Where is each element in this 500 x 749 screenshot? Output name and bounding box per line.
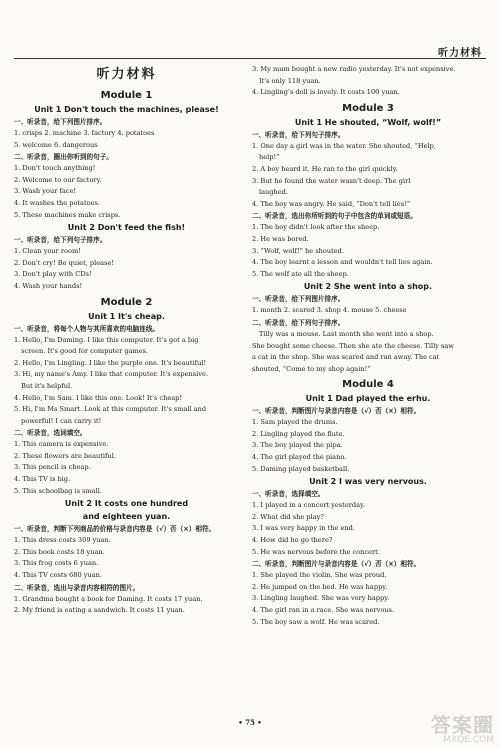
text-line: 4. Wash your hands!	[14, 281, 83, 290]
module-heading: Module 2	[100, 296, 153, 308]
text-line: 4. Lingling's doll is lovely. It costs 100 yuan.	[252, 88, 400, 97]
text-line: powerful! I can carry it!	[21, 416, 102, 425]
text-line: 3. This pencil is cheap.	[14, 463, 91, 472]
text-line: 3. But he found the water wasn't deep. The girl	[252, 176, 411, 185]
text-line: But it's helpful.	[21, 381, 73, 390]
module-heading: Module 3	[342, 102, 394, 114]
text-line: 3. Don't play with CDs!	[14, 270, 92, 279]
text-line: 5. welcome 6. dangerous	[14, 140, 98, 149]
right-column	[252, 64, 484, 628]
text-line: 3. My mum bought a new radio yesterday. It's not expensive.	[252, 65, 456, 73]
text-line: 4. This TV costs 680 yuan.	[14, 571, 102, 580]
text-line: 2. What did she play?	[252, 512, 324, 521]
text-line: 4. This TV is big.	[14, 475, 71, 484]
section-instruction: 二、听录音，圈出你听到的句子。	[14, 153, 113, 162]
section-instruction: 一、听录音，给下列图片排序。	[14, 118, 107, 126]
text-line: 3. The boy played the pipa.	[252, 441, 343, 450]
unit-heading: Unit 1 Dad played the erhu.	[305, 394, 431, 404]
section-instruction: 二、听录音，给下列句子排序。	[252, 318, 345, 327]
text-line: 2. This book costs 18 yuan.	[14, 547, 105, 556]
text-line: 4. Hello, I'm Sam. I like this one. Look! It's cheap!	[14, 393, 183, 402]
unit-heading: Unit 2 It costs one hundred	[64, 499, 189, 509]
text-line: 2. Don't cry! Be quiet, please!	[14, 258, 115, 267]
text-line: 5. Hi, I'm Ms Smart. Look at this computer. It's small and	[14, 405, 207, 414]
module-heading: Module 1	[100, 90, 153, 101]
watermark-line2: MXQE.COM	[443, 735, 494, 745]
section-instruction: 二、听录音，选词填空。	[14, 429, 87, 438]
text-line: 2. He was bored.	[252, 234, 309, 243]
unit-heading: Unit 1 It's cheap.	[88, 311, 165, 321]
text-line: 2. He jumped on the bed. He was happy.	[252, 582, 388, 591]
section-instruction: 一、听录音，判断下列商品的价格与录音内容是（√）否（×）相符。	[14, 525, 216, 534]
text-line: 2. Hello, I'm Lingling. I like the purple one. It's beautiful!	[14, 358, 207, 367]
text-line: laughed.	[259, 188, 288, 197]
text-line: 3. I was very happy in the end.	[252, 524, 355, 533]
section-instruction: 一、听录音，选择填空。	[252, 490, 325, 499]
text-line: screen. It's good for computer games.	[21, 347, 149, 356]
module-heading: Module 4	[342, 379, 394, 391]
text-line: 2. Welcome to our factory.	[14, 175, 102, 184]
text-line: 5. Daming played basketball.	[252, 464, 350, 473]
text-line: 1. crisps 2. machine 3. factory 4. potatoes	[14, 129, 155, 137]
section-instruction: 一、听录音，给下列图片排序。	[252, 295, 345, 304]
text-line: 2. My friend is eating a sandwich. It costs 11 yuan.	[14, 606, 185, 615]
section-instruction: 二、听录音，选出你所听到的句子中包含的单词或短语。	[252, 212, 417, 221]
running-header-title: 听力材料	[438, 48, 482, 59]
text-line: 3. Lingling laughed. She was very happy.	[252, 594, 390, 603]
text-line: 1. One day a girl was in the water. She shouted, “Help,	[252, 141, 436, 150]
text-line: 2. Lingling played the flute.	[252, 429, 345, 438]
left-column	[14, 64, 239, 617]
text-line: 1. Sam played the drums.	[252, 418, 338, 427]
text-line: 3. Hi, my name's Amy. I like that computer. It's expensive.	[14, 370, 208, 379]
text-line: 3. “Wolf, wolf!” he shouted.	[252, 246, 344, 255]
text-line: 3. This frog costs 6 yuan.	[14, 559, 99, 568]
text-line: Tilly was a mouse. Last month she went into a shop.	[259, 329, 434, 338]
text-line: 1. This camera is expensive.	[14, 440, 109, 449]
page-heading: 听力材料	[96, 67, 157, 82]
header-rule	[14, 58, 486, 59]
text-line: 1. Clean your room!	[14, 247, 81, 256]
text-line: shouted, “Come to my shop again!”	[252, 364, 371, 373]
page-number: • 75 •	[238, 718, 262, 727]
text-line: 1. I played in a concert yesterday.	[252, 501, 365, 510]
section-instruction: 一、听录音，给下列句子排序。	[252, 130, 345, 139]
unit-heading: Unit 2 She went into a shop.	[303, 282, 433, 292]
text-line: 5. The boy saw a wolf. He was scared.	[252, 617, 380, 626]
text-line: 3. Wash your face!	[14, 187, 77, 196]
text-line: 4. How did he go there?	[252, 536, 333, 545]
unit-heading: Unit 1 He shouted, “Wolf, wolf!”	[294, 117, 442, 127]
text-line: 1. The boy didn't look after the sheep.	[252, 223, 380, 232]
section-instruction: 二、听录音，选出与录音内容相符的图片。	[14, 583, 140, 592]
text-line: 1. This dress costs 309 yuan.	[14, 536, 111, 545]
text-line: 2. These flowers are beautiful.	[14, 451, 116, 460]
section-instruction: 一、听录音，将每个人物与其所喜欢的电脑连线。	[14, 324, 160, 333]
text-line: 4. The boy learnt a lesson and wouldn't tell lies again.	[252, 258, 433, 267]
section-instruction: 一、听录音，给下列句子排序。	[14, 236, 107, 245]
text-line: 1. month 2. scared 3. shop 4. mouse 5. cheese	[252, 306, 407, 315]
text-line: It's only 118 yuan.	[259, 76, 321, 85]
text-line: 5. This schoolbag is small.	[14, 486, 102, 495]
text-line: 4. The boy was angry. He said, “Don't tell lies!”	[252, 199, 411, 208]
text-line: 4. The girl ran in a race. She was nervous.	[252, 606, 395, 614]
text-line: She bought some cheese. Then she ate the cheese. Tilly saw	[252, 341, 454, 350]
text-line: help!”	[259, 153, 280, 162]
unit-heading: Unit 2 Don't feed the fish!	[67, 223, 186, 233]
text-line: 5. He was nervous before the concert.	[252, 547, 380, 556]
text-line: 1. Hello, I'm Daming. I like this computer. It's got a big	[14, 335, 199, 344]
text-line: 1. She played the violin. She was proud.	[252, 571, 387, 580]
text-line: 4. It washes the potatoes.	[14, 198, 100, 207]
text-line: 4. The girl played the piano.	[252, 453, 347, 462]
unit-heading: Unit 2 I was very nervous.	[309, 477, 427, 487]
text-line: 5. The wolf ate all the sheep.	[252, 269, 349, 278]
text-line: a cat in the shop. She was scared and ran away. The cat	[252, 353, 440, 362]
unit-heading: Unit 1 Don't touch the machines, please!	[34, 105, 219, 114]
text-line: 1. Grandma bought a book for Daming. It costs 17 yuan.	[14, 594, 203, 603]
unit-heading: and eighteen yuan.	[82, 512, 171, 522]
text-line: 5. These machines make crisps.	[14, 210, 121, 219]
text-line: 2. A boy heard it. He ran to the girl quickly.	[252, 164, 398, 173]
section-instruction: 二、听录音，判断图片与录音内容是（√）否（×）相符。	[252, 560, 421, 569]
text-line: 1. Don't touch anything!	[14, 164, 96, 173]
watermark-line1: 答案圈	[431, 713, 494, 737]
section-instruction: 一、听录音，判断图片与录音内容是（√）否（×）相符。	[252, 407, 421, 416]
watermark-logo	[431, 715, 494, 745]
